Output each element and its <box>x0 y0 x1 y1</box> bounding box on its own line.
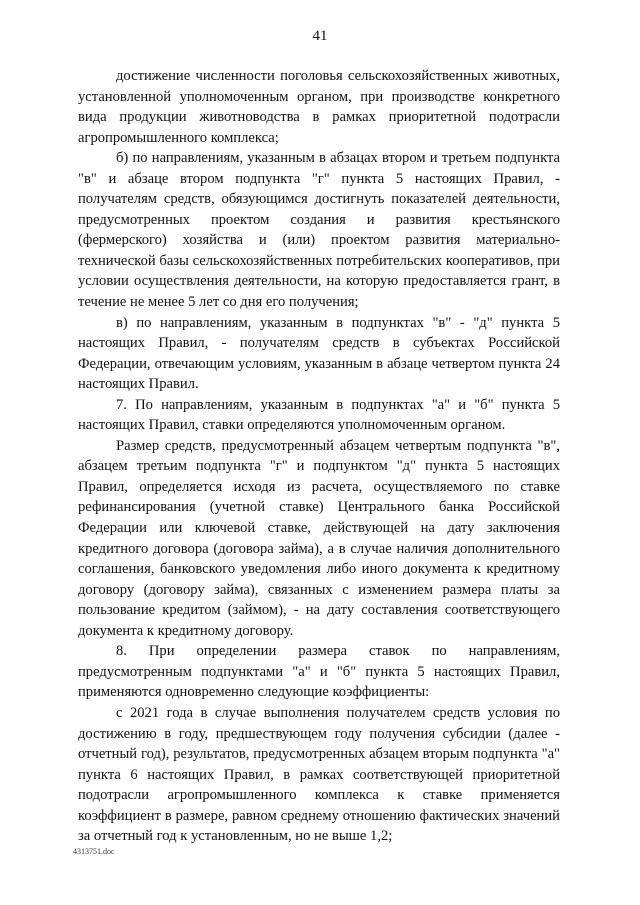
file-id: 4313751.doc <box>73 847 115 856</box>
document-body <box>78 66 560 847</box>
paragraph-subpoint-v: в) по направлениям, указанным в подпунктах "в" - "д" пункта 5 настоящих Правил, - получателям средств в субъектах Российской Федерации, отвечающим условиям, указанным в абзаце четвертом пункта 24 настоящих Правил. <box>78 314 560 393</box>
paragraph-funds-size: Размер средств, предусмотренный абзацем четвертым подпункта "в", абзацем третьим подпункта "г" и подпунктом "д" пункта 5 настоящих Правил, определяется исходя из расчета, осуществляемого по ставке рефинансирования (учетной ставке) Центрального банка Российской Федерации или ключевой ставке, действующей на дату заключения кредитного договора (договора займа), а в случае наличия дополнительного соглашения, банковского уведомления либо иного документа к кредитному договору (договору займа), связанных с изменением размера платы за пользование кредитом (займом), - на дату составления соответствующего документа к кредитному договору. <box>78 437 560 639</box>
paragraph-continuation: достижение численности поголовья сельскохозяйственных животных, установленной уполномоченным органом, при производстве конкретного вида продукции животноводства в рамках приоритетной подотрасли агропромышленного комплекса; <box>78 68 560 146</box>
paragraph-point-8: 8. При определении размера ставок по направлениям, предусмотренным подпунктами "а" и "б" пункта 5 настоящих Правил, применяются одновременно следующие коэффициенты: <box>78 643 560 701</box>
page-number: 41 <box>312 28 328 44</box>
paragraph-subpoint-b: б) по направлениям, указанным в абзацах втором и третьем подпункта "в" и абзаце втором подпункта "г" пункта 5 настоящих Правил, - получателям средств, обязующимся достигнуть показателей деятельности, предусмотренных проектом создания и развития крестьянского (фермерского) хозяйства и (или) проектом развития материально-технической базы сельскохозяйственных потребительских кооперативов, при условии осуществления деятельности, на которую предоставляется грант, в течение не менее 5 лет со дня его получения; <box>78 150 560 311</box>
paragraph-coefficient-2021: с 2021 года в случае выполнения получателем средств условия по достижению в году, предшествующем году получения субсидии (далее - отчетный год), результатов, предусмотренных абзацем вторым подпункта "а" пункта 6 настоящих Правил, в рамках соответствующей приоритетной подотрасли агропромышленного комплекса к ставке применяется коэффициент в размере, равном среднему отношению фактических значений за отчетный год к установленным, но не выше 1,2; <box>78 704 560 845</box>
paragraph-point-7: 7. По направлениям, указанным в подпунктах "а" и "б" пункта 5 настоящих Правил, ставки определяются уполномоченным органом. <box>78 396 560 434</box>
